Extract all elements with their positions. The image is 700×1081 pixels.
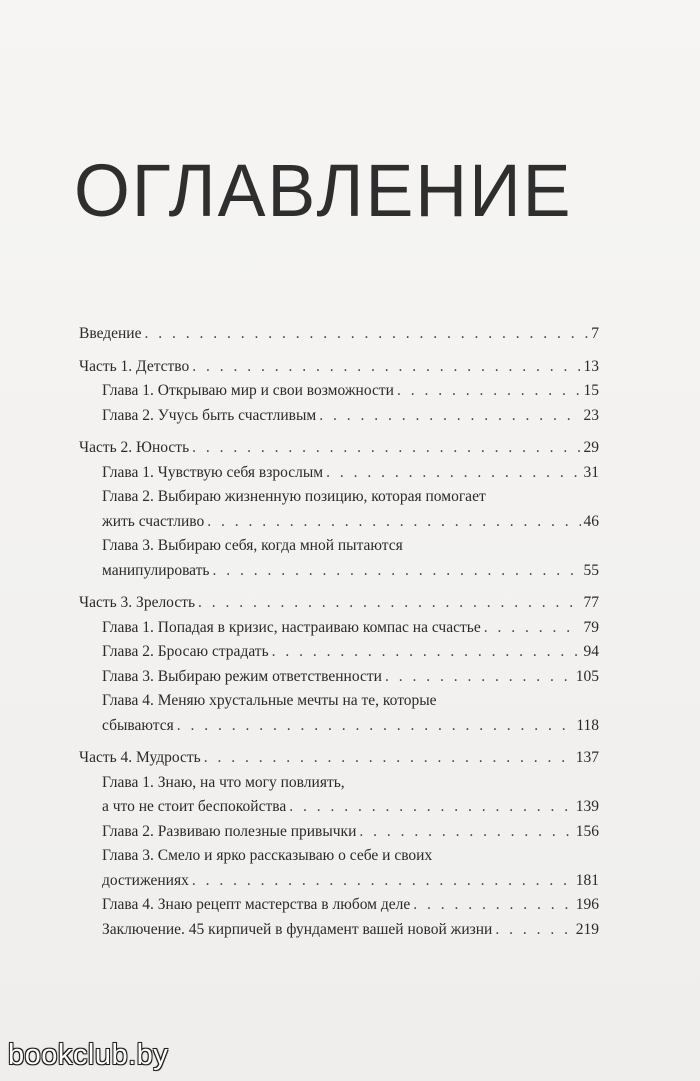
toc-chapter [79,869,599,894]
toc-chapter [79,820,599,845]
toc-page-number: 156 [575,822,599,840]
toc-entry-title: Глава 4. Знаю рецепт мастерства в любом деле [102,896,411,913]
toc-chapter [79,616,599,641]
toc-entry-title: Часть 1. Детство [79,357,190,375]
toc-entry-title-cont: а что не стоит беспокойства [102,798,287,815]
toc-part-2 [79,436,599,461]
toc-part-3 [79,591,599,616]
toc-entry-title: Часть 4. Мудрость [79,749,201,766]
dot-leader [289,795,573,820]
toc-entry-title: Глава 2. Развиваю полезные привычки [102,822,357,840]
toc-page-number: 13 [583,357,599,375]
toc-page-number: 94 [583,643,599,660]
toc-entry-title: Глава 1. Знаю, на что могу повлиять, [102,773,345,791]
toc-entry-title: Глава 3. Выбираю себя, когда мной пытаются [102,537,403,554]
dot-leader [484,616,581,641]
dot-leader [385,665,573,690]
toc-page-number: 77 [583,594,599,611]
toc-entry-title: Заключение. 45 кирпичей в фундамент вашей новой жизни [102,920,493,938]
toc-page-number: 137 [575,749,599,766]
toc-entry-title-cont: достижениях [102,871,189,889]
toc-entry-title: Глава 1. Попадая в кризис, настраиваю компас на счастье [102,618,481,636]
dot-leader [359,820,572,845]
toc-page-number: 46 [583,512,599,530]
dot-leader [326,461,580,486]
dot-leader [272,640,581,665]
toc-page-number: 15 [583,382,599,399]
dot-leader [192,355,580,380]
dot-leader [495,918,572,943]
toc-part-1 [79,355,599,380]
page-title: ОГЛАВЛЕНИЕ [74,148,573,232]
toc-chapter [79,461,599,486]
toc-page-number: 118 [576,716,599,734]
toc-chapter [79,379,599,404]
toc-page-number: 31 [583,463,599,481]
toc-page-number: 55 [583,561,599,579]
toc-entry-title: Глава 2. Выбираю жизненную позицию, которая помогает [102,488,486,505]
toc-entry-intro [79,322,599,347]
dot-leader [213,559,581,584]
toc-chapter [79,510,599,535]
dot-leader [204,746,573,771]
toc-page-number: 105 [575,667,599,685]
dot-leader [198,591,580,616]
toc-page-number: 196 [575,896,599,913]
toc-entry-title: Глава 1. Чувствую себя взрослым [102,463,324,481]
dot-leader [319,404,580,429]
dot-leader [192,436,580,461]
site-watermark: bookclub.by [8,1039,169,1071]
dot-leader [177,714,574,739]
toc-page-number: 29 [583,439,599,456]
toc-chapter [79,714,599,739]
dot-leader [192,869,573,894]
toc-chapter [79,893,599,918]
table-of-contents [79,322,599,942]
dot-leader [207,510,580,535]
toc-entry-title: Глава 3. Смело и ярко рассказываю о себе и своих [102,847,433,864]
toc-entry-title-cont: жить счастливо [102,512,205,530]
toc-chapter-line [79,485,599,510]
toc-chapter [79,559,599,584]
toc-entry-title-cont: сбываются [102,716,174,734]
toc-page-number: 7 [591,325,599,342]
toc-entry-title: Глава 4. Меняю хрустальные мечты на те, которые [102,692,437,709]
toc-entry-title-cont: манипулировать [102,561,210,579]
toc-part-4 [79,746,599,771]
toc-page-number: 139 [575,798,599,815]
toc-entry-title: Часть 2. Юность [79,439,190,456]
dot-leader [144,322,588,347]
toc-page-number: 219 [575,920,599,938]
toc-chapter-line [79,534,599,559]
toc-chapter [79,404,599,429]
toc-chapter-line [79,771,599,796]
toc-entry-title: Глава 3. Выбираю режим ответственности [102,667,382,685]
toc-page-number: 23 [583,406,599,424]
dot-leader [397,379,581,404]
toc-entry-title: Глава 2. Бросаю страдать [102,643,269,660]
dot-leader [413,893,573,918]
toc-chapter [79,640,599,665]
toc-chapter [79,795,599,820]
toc-entry-title: Введение [79,325,142,342]
toc-chapter [79,665,599,690]
toc-chapter-line [79,844,599,869]
toc-entry-conclusion [79,918,599,943]
toc-page-number: 79 [583,618,599,636]
toc-chapter-line [79,689,599,714]
toc-entry-title: Глава 2. Учусь быть счастливым [102,406,317,424]
toc-page-number: 181 [575,871,599,889]
toc-entry-title: Глава 1. Открываю мир и свои возможности [102,382,394,399]
toc-entry-title: Часть 3. Зрелость [79,594,196,611]
